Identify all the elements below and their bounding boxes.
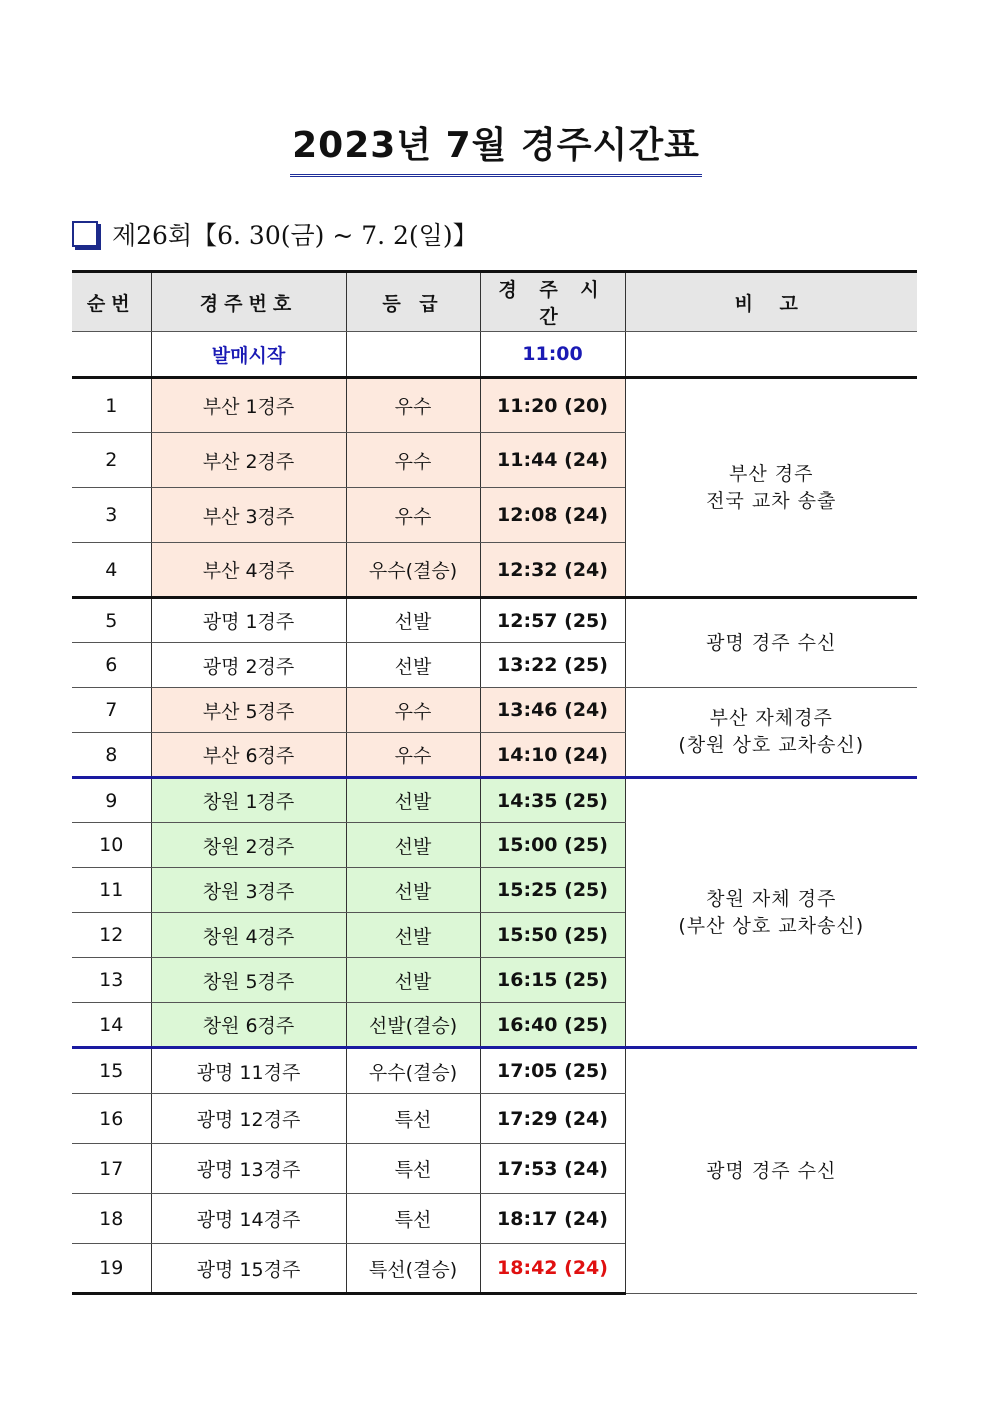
table-row: [72, 1048, 917, 1094]
row-time: 16:15 (25): [480, 958, 625, 1003]
row-time: 15:25 (25): [480, 868, 625, 913]
row-grade: 선발: [346, 868, 480, 913]
row-no: 15: [72, 1048, 151, 1094]
row-no: 10: [72, 823, 151, 868]
row-time: 13:46 (24): [480, 688, 625, 733]
table-row: [72, 378, 917, 433]
row-time: 17:53 (24): [480, 1144, 625, 1194]
row-time: 15:00 (25): [480, 823, 625, 868]
row-time: 13:22 (25): [480, 643, 625, 688]
row-no: 12: [72, 913, 151, 958]
row-race: 창원 5경주: [151, 958, 346, 1003]
row-time: 11:20 (20): [480, 378, 625, 433]
row-race: 창원 1경주: [151, 778, 346, 823]
row-time: 14:35 (25): [480, 778, 625, 823]
row-time: 15:50 (25): [480, 913, 625, 958]
table-row: [72, 598, 917, 643]
row-grade: 특선: [346, 1094, 480, 1144]
note-busan-broadcast: [625, 378, 917, 598]
row-no: 17: [72, 1144, 151, 1194]
note-changwon-own: [625, 778, 917, 1048]
row-grade: 선발: [346, 643, 480, 688]
row-race: 창원 3경주: [151, 868, 346, 913]
row-grade: 우수(결승): [346, 1048, 480, 1094]
header-grade: 등 급: [346, 272, 480, 332]
row-no: 16: [72, 1094, 151, 1144]
row-time: 12:08 (24): [480, 488, 625, 543]
row-time-final: 18:42 (24): [480, 1244, 625, 1294]
note-line: (창원 상호 교차송신): [678, 734, 865, 756]
row-no: 4: [72, 543, 151, 598]
row-grade: 우수: [346, 688, 480, 733]
row-no: 2: [72, 433, 151, 488]
row-no: 8: [72, 733, 151, 778]
table-row: [72, 688, 917, 733]
row-grade: 우수: [346, 488, 480, 543]
row-no: 9: [72, 778, 151, 823]
row-time: 16:40 (25): [480, 1003, 625, 1048]
row-grade: 선발: [346, 778, 480, 823]
note-busan-own: [625, 688, 917, 778]
note-gwangmyeong-receive-final: [625, 1048, 917, 1294]
header-note: 비 고: [625, 272, 917, 332]
note-line: 광명 경주 수신: [706, 631, 837, 654]
row-no: 7: [72, 688, 151, 733]
row-race: 부산 3경주: [151, 488, 346, 543]
row-race: 부산 5경주: [151, 688, 346, 733]
row-no: 3: [72, 488, 151, 543]
row-grade: 우수: [346, 733, 480, 778]
note-line: (부산 상호 교차송신): [678, 914, 865, 937]
row-grade: 우수(결승): [346, 543, 480, 598]
row-time: 18:17 (24): [480, 1194, 625, 1244]
row-race: 광명 11경주: [151, 1048, 346, 1094]
row-no: 6: [72, 643, 151, 688]
row-no: 11: [72, 868, 151, 913]
note-line: 부산 경주: [729, 462, 814, 485]
row-grade: 선발: [346, 598, 480, 643]
row-grade: 우수: [346, 378, 480, 433]
sale-time: 11:00: [480, 332, 625, 378]
row-no: 13: [72, 958, 151, 1003]
row-race: 광명 2경주: [151, 643, 346, 688]
row-grade: 선발(결승): [346, 1003, 480, 1048]
note-gwangmyeong-receive: [625, 598, 917, 688]
table-header-row: [72, 272, 917, 332]
row-race: 광명 15경주: [151, 1244, 346, 1294]
race-schedule-table: [72, 270, 917, 1295]
row-grade: 우수: [346, 433, 480, 488]
row-time: 12:57 (25): [480, 598, 625, 643]
row-grade: 특선: [346, 1144, 480, 1194]
row-race: 광명 1경주: [151, 598, 346, 643]
row-time: 17:05 (25): [480, 1048, 625, 1094]
sale-note: [625, 332, 917, 378]
header-race: 경주번호: [151, 272, 346, 332]
row-no: 14: [72, 1003, 151, 1048]
note-line: 창원 자체 경주: [706, 887, 837, 910]
row-grade: 선발: [346, 823, 480, 868]
row-no: 1: [72, 378, 151, 433]
row-race: 광명 12경주: [151, 1094, 346, 1144]
page-title: 2023년 7월 경주시간표: [290, 124, 702, 177]
row-grade: 선발: [346, 913, 480, 958]
row-no: 19: [72, 1244, 151, 1294]
header-no: 순번: [72, 272, 151, 332]
sale-label: 발매시작: [151, 332, 346, 378]
sale-start-row: [72, 332, 917, 378]
session-heading: [72, 216, 478, 252]
row-time: 14:10 (24): [480, 733, 625, 778]
row-race: 창원 6경주: [151, 1003, 346, 1048]
header-time: 경 주 시 간: [480, 272, 625, 332]
row-grade: 특선(결승): [346, 1244, 480, 1294]
row-race: 광명 13경주: [151, 1144, 346, 1194]
note-line: 부산 자체경주: [709, 707, 833, 729]
row-race: 창원 4경주: [151, 913, 346, 958]
row-race: 부산 1경주: [151, 378, 346, 433]
row-no: 5: [72, 598, 151, 643]
row-race: 광명 14경주: [151, 1194, 346, 1244]
note-line: 전국 교차 송출: [706, 489, 837, 512]
row-race: 부산 4경주: [151, 543, 346, 598]
sale-grade: [346, 332, 480, 378]
row-grade: 특선: [346, 1194, 480, 1244]
checkbox-icon: [72, 221, 98, 247]
sale-no: [72, 332, 151, 378]
row-no: 18: [72, 1194, 151, 1244]
row-race: 창원 2경주: [151, 823, 346, 868]
session-label: 제26회【6. 30(금) ~ 7. 2(일)】: [112, 221, 478, 250]
row-grade: 선발: [346, 958, 480, 1003]
table-row: [72, 778, 917, 823]
row-time: 11:44 (24): [480, 433, 625, 488]
page-title-wrap: [0, 124, 992, 177]
row-time: 12:32 (24): [480, 543, 625, 598]
row-race: 부산 2경주: [151, 433, 346, 488]
note-line: 광명 경주 수신: [706, 1159, 837, 1182]
row-race: 부산 6경주: [151, 733, 346, 778]
row-time: 17:29 (24): [480, 1094, 625, 1144]
